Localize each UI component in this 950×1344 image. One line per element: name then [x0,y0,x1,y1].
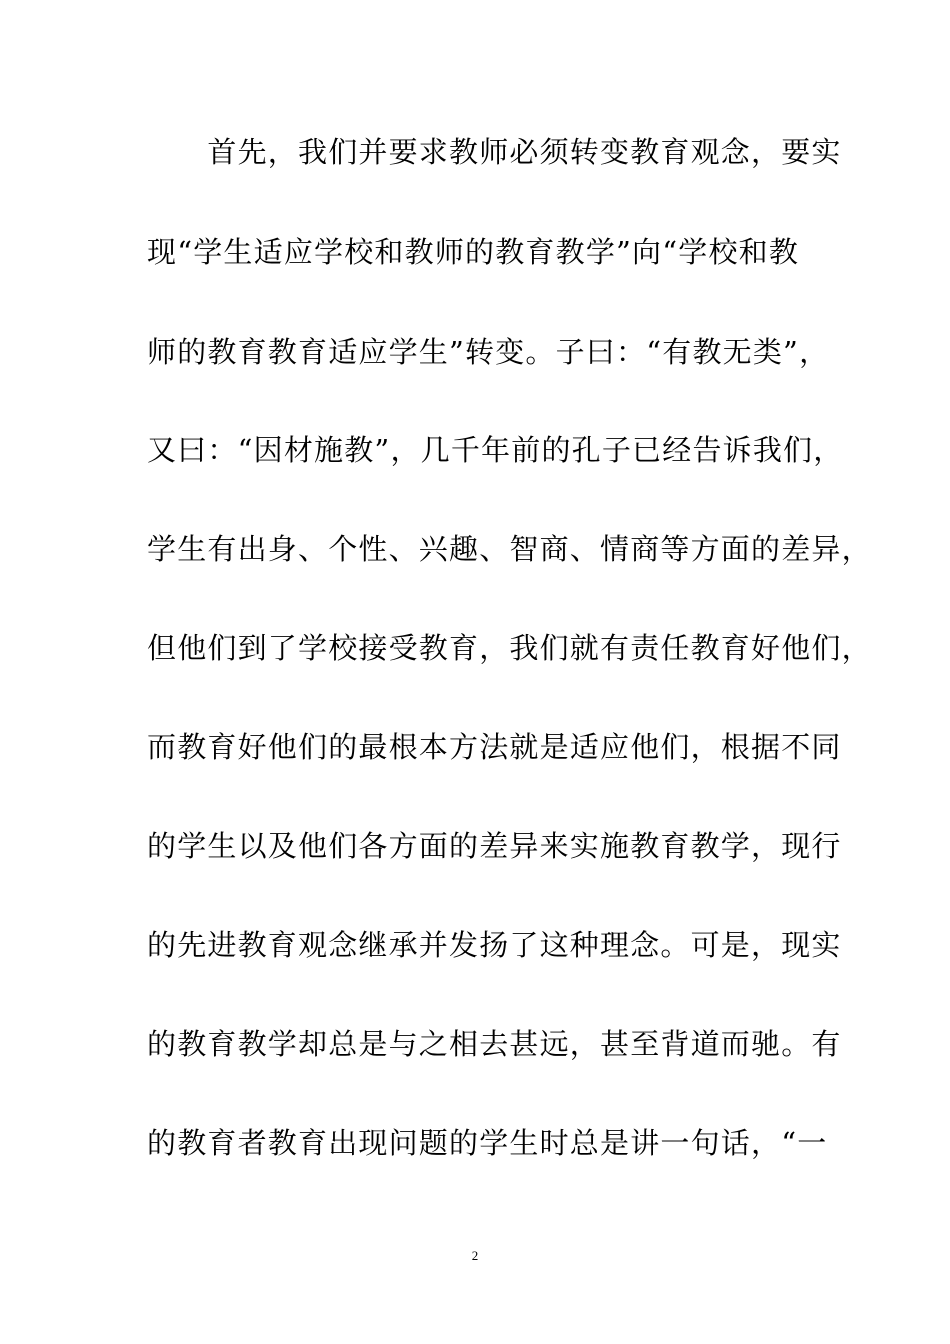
paragraph-line: 而教育好他们的最根本方法就是适应他们，根据不同 [147,730,842,764]
paragraph-line: 的教育者教育出现问题的学生时总是讲一句话，“一 [147,1126,828,1160]
paragraph-line: 首先，我们并要求教师必须转变教育观念，要实 [147,135,842,169]
paragraph-line: 但他们到了学校接受教育，我们就有责任教育好他们， [147,631,872,665]
paragraph-line: 现“学生适应学校和教师的教育教学”向“学校和教 [147,235,800,269]
paragraph-line: 又曰：“因材施教”，几千年前的孔子已经告诉我们， [147,433,844,467]
paragraph-line: 师的教育教育适应学生”转变。子曰：“有教无类”， [147,335,830,369]
paragraph-line: 的先进教育观念继承并发扬了这种理念。可是，现实 [147,928,842,962]
paragraph-line: 的学生以及他们各方面的差异来实施教育教学，现行 [147,829,842,863]
paragraph-line: 学生有出身、个性、兴趣、智商、情商等方面的差异， [147,532,872,566]
paragraph-line: 的教育教学却总是与之相去甚远，甚至背道而驰。有 [147,1027,842,1061]
page-number: 2 [471,1248,479,1263]
